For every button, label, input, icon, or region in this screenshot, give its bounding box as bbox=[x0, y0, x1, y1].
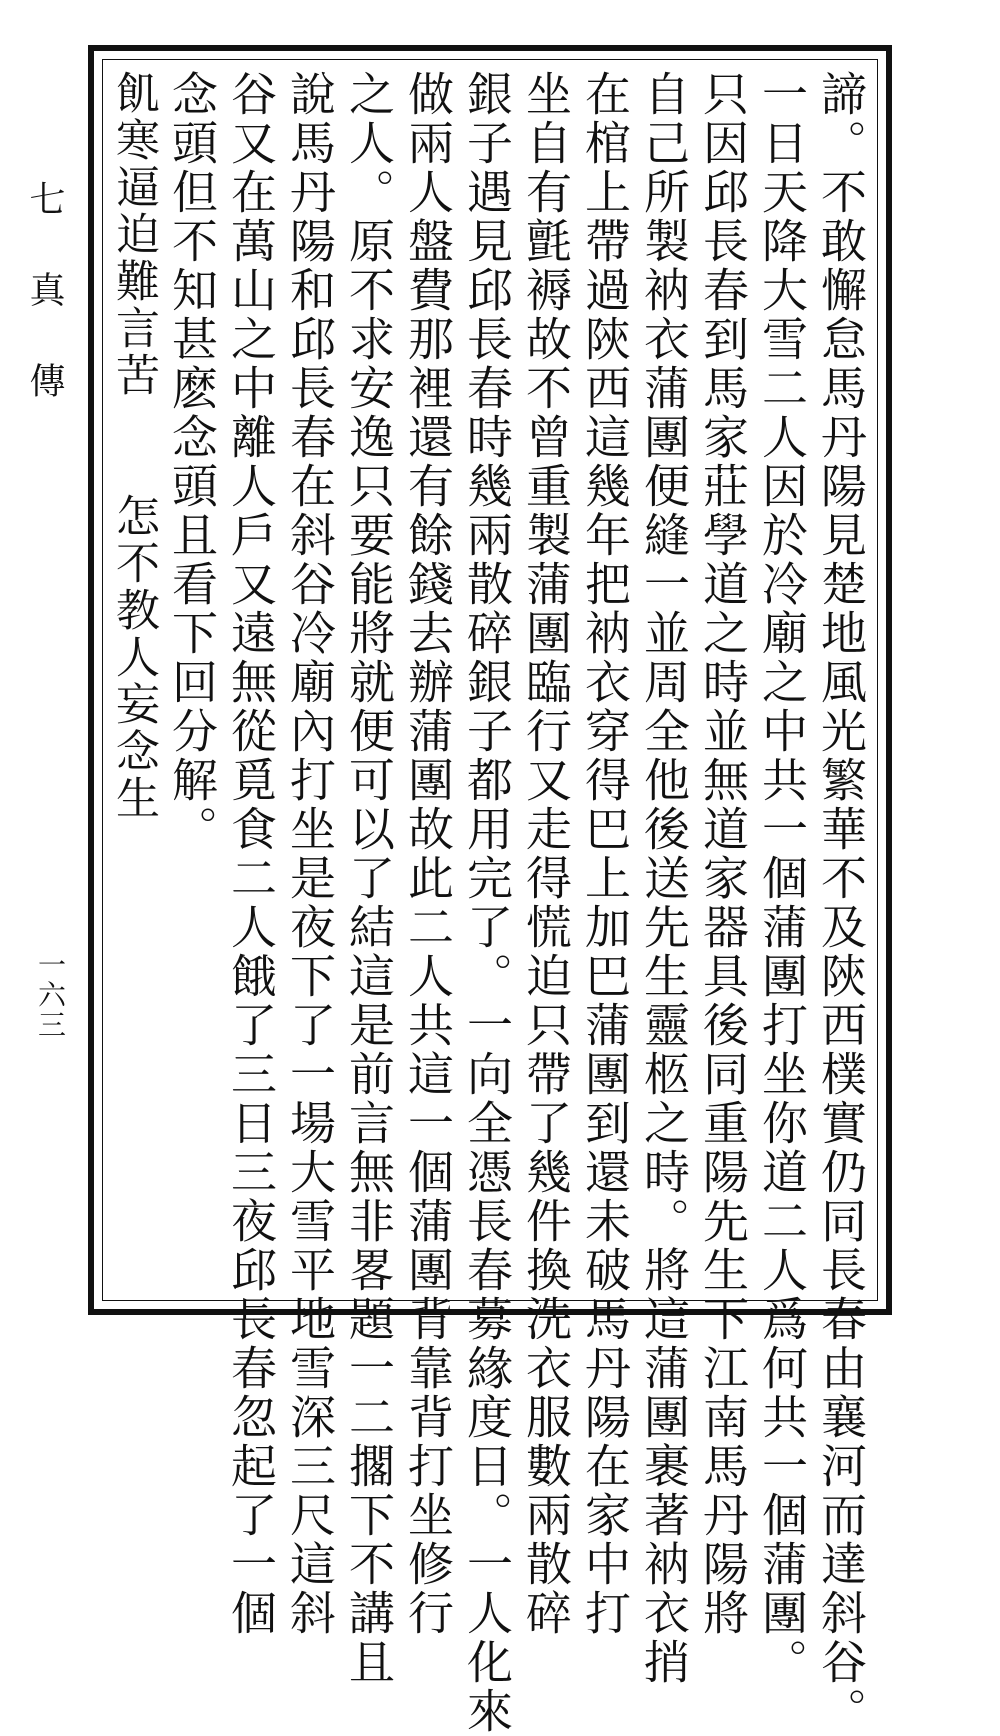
book-title: 七真傳 bbox=[24, 180, 65, 453]
text-column: 自己所製衲衣蒲團便縫一並周全他後送先生靈柩之時。將這蒲團裹著衲衣捎 bbox=[637, 70, 691, 1687]
page-number: 一六三 bbox=[34, 950, 67, 1040]
text-column: 做兩人盤費那裡還有餘錢去辦蒲團故此二人共這一個蒲團背靠背打坐修行 bbox=[401, 70, 455, 1638]
body-text bbox=[105, 70, 880, 1736]
text-column: 諦。不敢懈怠馬丹陽見楚地風光繁華不及陝西樸實仍同長春由襄河而達斜谷。 bbox=[814, 70, 868, 1736]
text-column: 之人。原不求安逸只要能將就便可以了結這是前言無非畧題一二擱下不講且 bbox=[342, 70, 396, 1687]
text-column: 谷又在萬山之中離人戶又遠無從覓食二人餓了三日三夜邱長春忽起了一個 bbox=[224, 70, 278, 1638]
text-column: 念頭但不知甚麽念頭且看下回分解。 bbox=[165, 70, 219, 854]
text-column: 只因邱長春到馬家莊學道之時並無道家器具後同重陽先生下江南馬丹陽將 bbox=[696, 70, 750, 1638]
text-column: 一日天降大雪二人因於冷廟之中共一個蒲團打坐你道二人爲何共一個蒲團。 bbox=[755, 70, 809, 1687]
text-column: 在棺上帶過陝西這幾年把衲衣穿得巴上加巴蒲團到還未破馬丹陽在家中打 bbox=[578, 70, 632, 1638]
text-column: 說馬丹陽和邱長春在斜谷冷廟內打坐是夜下了一場大雪平地雪深三尺這斜 bbox=[283, 70, 337, 1638]
text-column: 坐自有氈褥故不曾重製蒲團臨行又走得慌迫只帶了幾件換洗衣服數兩散碎 bbox=[519, 70, 573, 1638]
text-column: 銀子遇見邱長春時幾兩散碎銀子都用完了。一向全憑長春募緣度日。一人化來 bbox=[460, 70, 514, 1736]
closing-couplet: 飢寒逼迫難言苦 怎不教人妄念生 bbox=[108, 70, 159, 822]
